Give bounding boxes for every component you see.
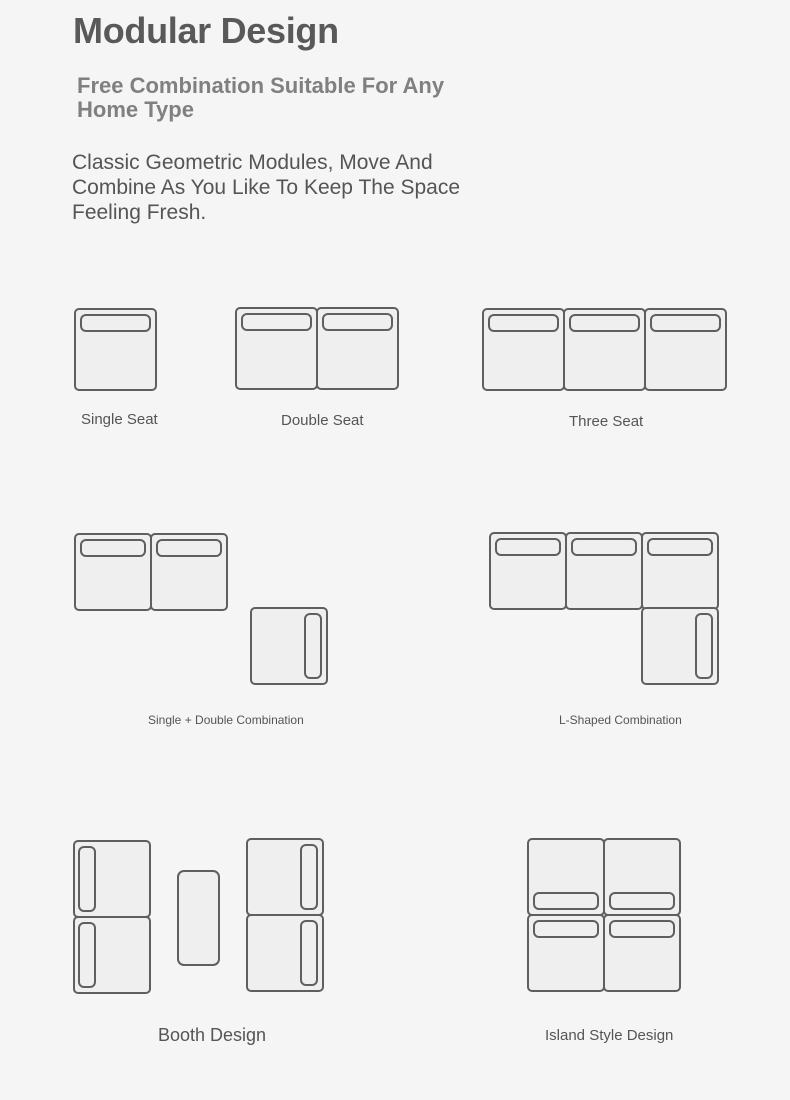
caption-booth-design: Booth Design: [158, 1025, 267, 1045]
backrest-cushion: [610, 893, 674, 909]
subtitle: Free Combination Suitable For Any Home Type: [77, 73, 445, 122]
backrest-cushion: [570, 315, 639, 331]
backrest-cushion: [534, 921, 598, 937]
caption-l-shaped-combination: L-Shaped Combination: [559, 713, 682, 727]
backrest-cushion: [651, 315, 720, 331]
caption-single-double-combination: Single + Double Combination: [148, 713, 304, 727]
island-style-design-diagram: [528, 839, 680, 991]
backrest-cushion: [696, 614, 712, 678]
backrest-cushion: [301, 845, 317, 909]
double-seat-diagram: [236, 308, 398, 389]
backrest-cushion: [489, 315, 558, 331]
backrest-cushion: [534, 893, 598, 909]
backrest-cushion: [648, 539, 712, 555]
l-shaped-combination-diagram: [490, 533, 718, 684]
caption-island-style-design: Island Style Design: [545, 1027, 674, 1044]
single-double-combination-diagram: [75, 534, 327, 684]
backrest-cushion: [79, 923, 95, 987]
caption-double-seat: Double Seat: [281, 412, 364, 429]
backrest-cushion: [301, 921, 317, 985]
caption-three-seat: Three Seat: [569, 413, 644, 430]
backrest-cushion: [81, 540, 145, 556]
caption-single-seat: Single Seat: [81, 411, 158, 428]
backrest-cushion: [610, 921, 674, 937]
backrest-cushion: [157, 540, 221, 556]
three-seat-diagram: [483, 309, 726, 390]
table-module: [178, 871, 219, 965]
booth-design-diagram: [74, 839, 323, 993]
backrest-cushion: [81, 315, 150, 331]
description: Classic Geometric Modules, Move And Combine As You Like To Keep The Space Feeling Fresh.: [72, 151, 461, 224]
backrest-cushion: [323, 314, 392, 330]
backrest-cushion: [242, 314, 311, 330]
single-seat-diagram: [75, 309, 156, 390]
page-title: Modular Design: [73, 10, 339, 51]
backrest-cushion: [496, 539, 560, 555]
backrest-cushion: [305, 614, 321, 678]
backrest-cushion: [572, 539, 636, 555]
backrest-cushion: [79, 847, 95, 911]
